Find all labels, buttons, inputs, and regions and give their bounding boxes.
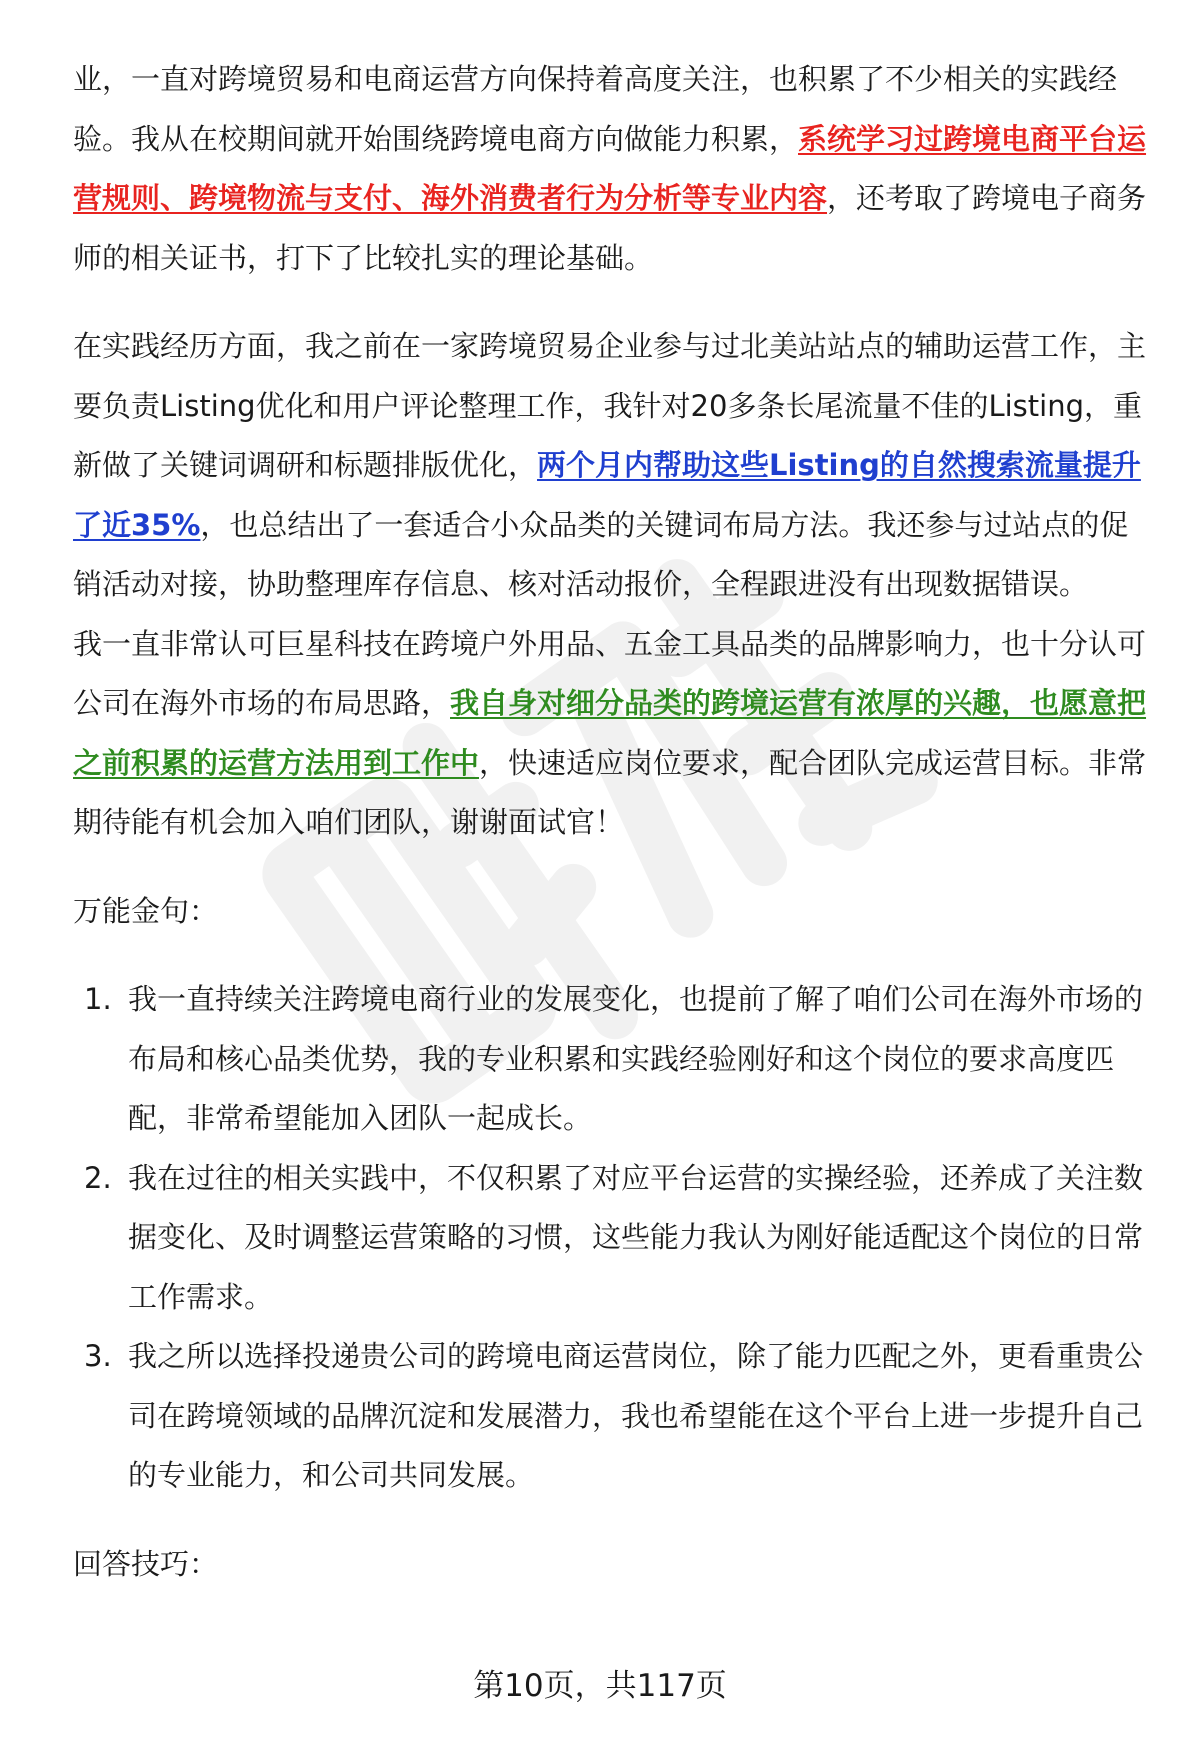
golden-sentence-list — [73, 970, 1148, 1506]
paragraph-education — [73, 50, 1148, 288]
list-number: 2. — [84, 1160, 112, 1195]
highlight-red-text: 系统学习过跨境电商平台运营规则、跨境物流与支付、海外消费者行为分析等专业内容 — [73, 121, 1147, 215]
list-item — [73, 1149, 1148, 1328]
list-item-text: 我一直持续关注跨境电商行业的发展变化，也提前了解了咱们公司在海外市场的布局和核心品类优势，我的专业积累和实践经验刚好和这个岗位的要求高度匹配，非常希望能加入团队一起成长。 — [128, 982, 1144, 1135]
list-item — [73, 970, 1148, 1149]
highlight-blue-text: 两个月内帮助这些Listing的自然搜索流量提升了近35% — [73, 448, 1141, 542]
paragraph-text: ，快速适应岗位要求，配合团队完成运营目标。非常期待能有机会加入咱们团队，谢谢面试官！ — [73, 745, 1147, 839]
paragraph-text: ，还考取了跨境电子商务师的相关证书，打下了比较扎实的理论基础。 — [73, 181, 1147, 275]
paragraph-text: 我一直非常认可巨星科技在跨境户外用品、五金工具品类的品牌影响力，也十分认可公司在海外市场的布局思路， — [73, 626, 1147, 720]
paragraph-text: ，也总结出了一套适合小众品类的关键词布局方法。我还参与过站点的促销活动对接，协助整理库存信息、核对活动报价，全程跟进没有出现数据错误。 — [73, 507, 1129, 601]
paragraph-text: 业，一直对跨境贸易和电商运营方向保持着高度关注，也积累了不少相关的实践经验。我从在校期间就开始围绕跨境电商方向做能力积累， — [73, 62, 1118, 156]
paragraph-experience — [73, 317, 1148, 615]
list-number: 3. — [84, 1339, 112, 1373]
paragraph-text: 在实践经历方面，我之前在一家跨境贸易企业参与过北美站站点的辅助运营工作，主要负责Listing优化和用户评论整理工作，我针对20多条长尾流量不佳的Listing，重新做了关键词调研和标题排版优化， — [73, 329, 1147, 482]
list-number: 1. — [84, 982, 112, 1016]
list-item — [73, 1327, 1148, 1506]
list-item-text: 我之所以选择投递贵公司的跨境电商运营岗位，除了能力匹配之外，更看重贵公司在跨境领域的品牌沉淀和发展潜力，我也希望能在这个平台上进一步提升自己的专业能力，和公司共同发展。 — [128, 1339, 1144, 1492]
highlight-green-text: 我自身对细分品类的跨境运营有浓厚的兴趣，也愿意把之前积累的运营方法用到工作中 — [73, 686, 1147, 780]
list-item-text: 我在过往的相关实践中，不仅积累了对应平台运营的实操经验，还养成了关注数据变化、及时调整运营策略的习惯，这些能力我认为刚好能适配这个岗位的日常工作需求。 — [128, 1160, 1144, 1314]
section-heading-golden-sentences: 万能金句： — [73, 893, 219, 928]
page-number-footer: 第10页，共117页 — [473, 1668, 727, 1704]
section-heading-answer-tips: 回答技巧： — [73, 1546, 219, 1581]
paragraph-motivation — [73, 615, 1148, 853]
